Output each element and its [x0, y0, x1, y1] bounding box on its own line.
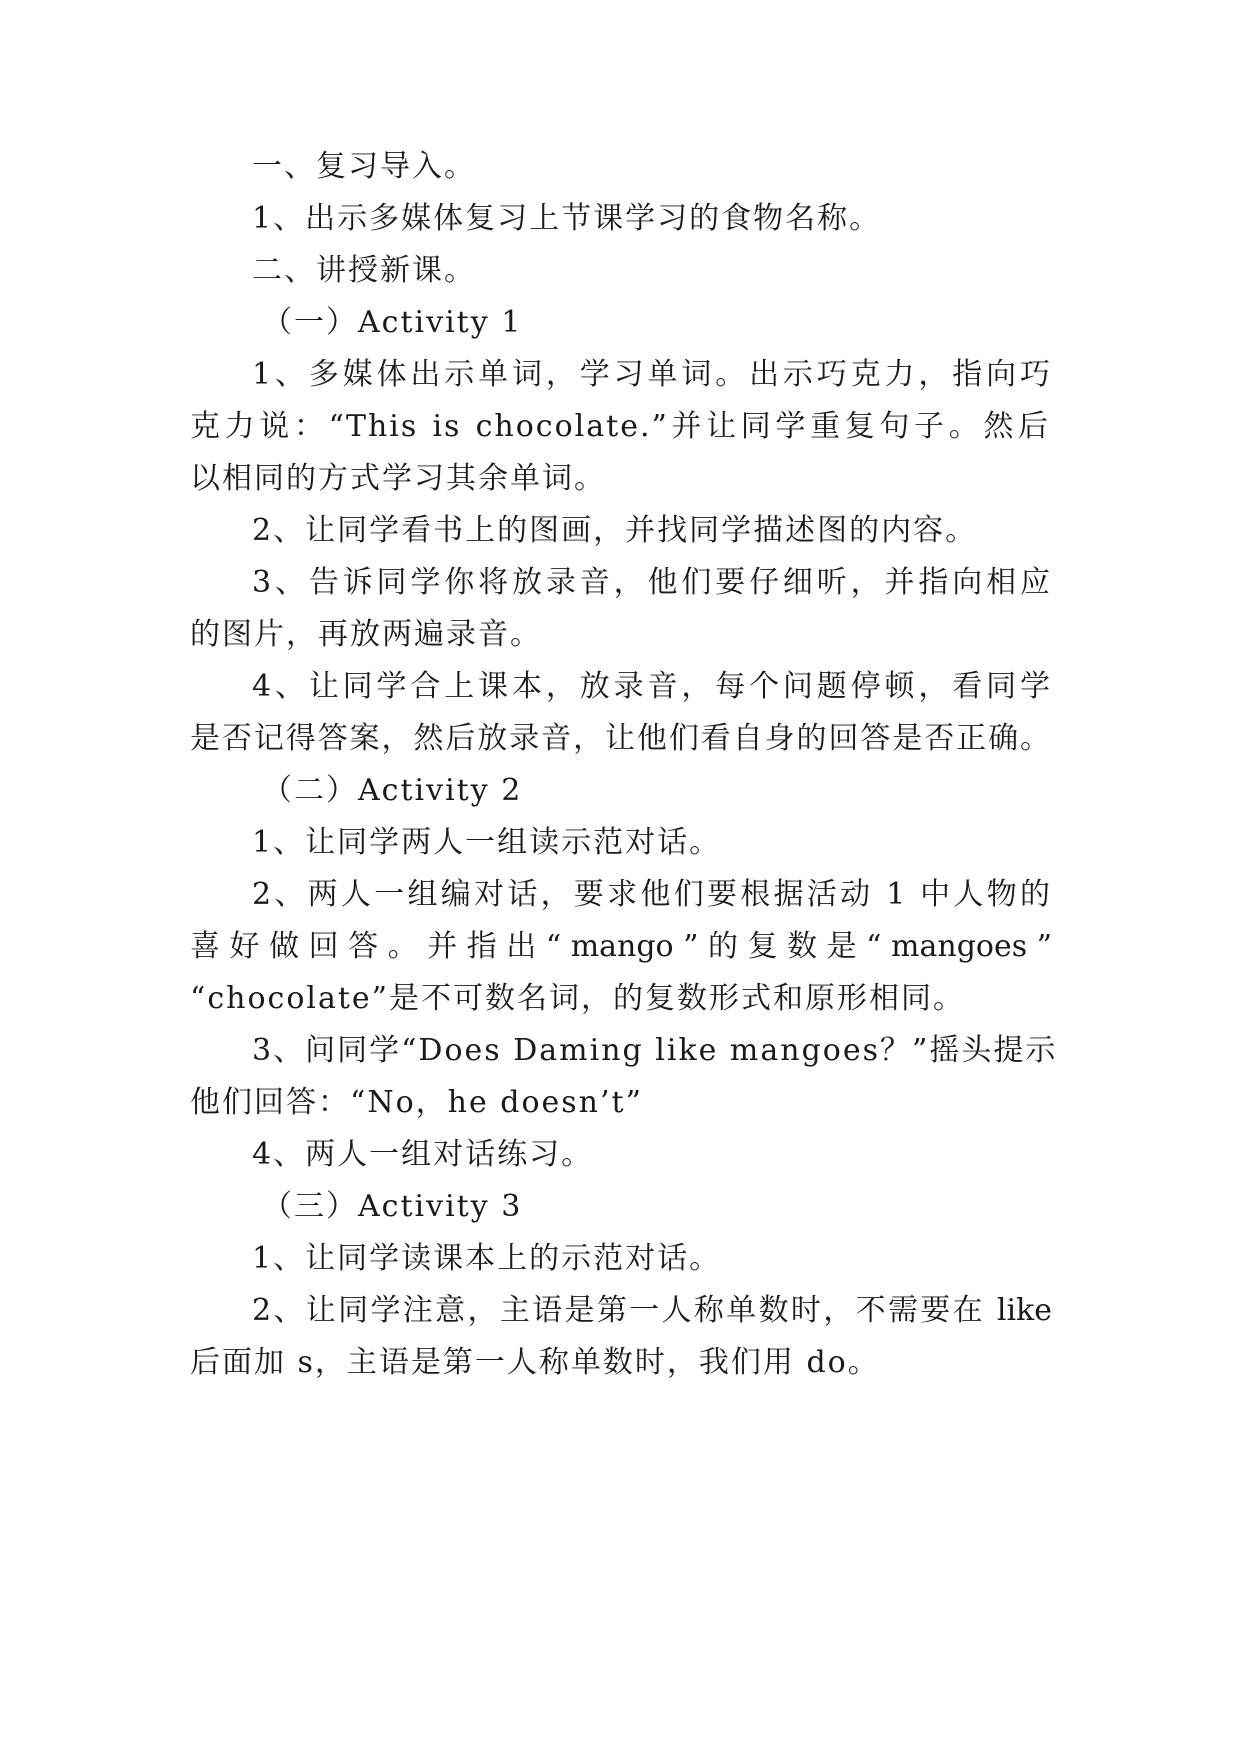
- paragraph-line: 3、问同学“Does Daming like mangoes？”摇头提示: [252, 1033, 1058, 1068]
- heading-activity-1: （一）Activity 1: [262, 305, 523, 340]
- heading-new-lesson: 二、讲授新课。: [252, 253, 476, 288]
- paragraph-line: 后面加 s，主语是第一人称单数时，我们用 do。: [190, 1345, 880, 1380]
- paragraph-line: 1、让同学两人一组读示范对话。: [252, 825, 722, 860]
- paragraph-line: 4、让同学合上课本，放录音，每个问题停顿，看同学: [252, 669, 1052, 704]
- paragraph-line: 的图片，再放两遍录音。: [190, 617, 542, 652]
- paragraph-line: 2、让同学注意，主语是第一人称单数时，不需要在 like: [252, 1293, 1052, 1328]
- paragraph-line: 克力说：“This is chocolate.”并让同学重复句子。然后: [190, 409, 1050, 444]
- paragraph-line: 3、告诉同学你将放录音，他们要仔细听，并指向相应: [252, 565, 1052, 600]
- paragraph-line: 是否记得答案，然后放录音，让他们看自身的回答是否正确。: [190, 721, 1050, 756]
- paragraph-line: 4、两人一组对话练习。: [252, 1137, 594, 1172]
- paragraph-line: 2、两人一组编对话，要求他们要根据活动 1 中人物的: [252, 877, 1052, 912]
- paragraph-line: “chocolate”是不可数名词，的复数形式和原形相同。: [190, 981, 966, 1016]
- paragraph-line: 1、多媒体出示单词，学习单词。出示巧克力，指向巧: [252, 357, 1052, 392]
- paragraph-line: 2、让同学看书上的图画，并找同学描述图的内容。: [252, 513, 978, 548]
- heading-activity-3: （三）Activity 3: [262, 1189, 523, 1224]
- paragraph-line: 他们回答：“No，he doesn’t”: [190, 1085, 643, 1120]
- heading-review: 一、复习导入。: [252, 149, 476, 184]
- heading-activity-2: （二）Activity 2: [262, 773, 523, 808]
- paragraph-line: 1、让同学读课本上的示范对话。: [252, 1241, 722, 1276]
- paragraph-line: 以相同的方式学习其余单词。: [190, 461, 606, 496]
- paragraph-line: 1、出示多媒体复习上节课学习的食物名称。: [252, 201, 882, 236]
- paragraph-line: 喜 好 做 回 答 。 并 指 出 “ mango ” 的 复 数 是 “ mangoes ”: [190, 929, 1052, 964]
